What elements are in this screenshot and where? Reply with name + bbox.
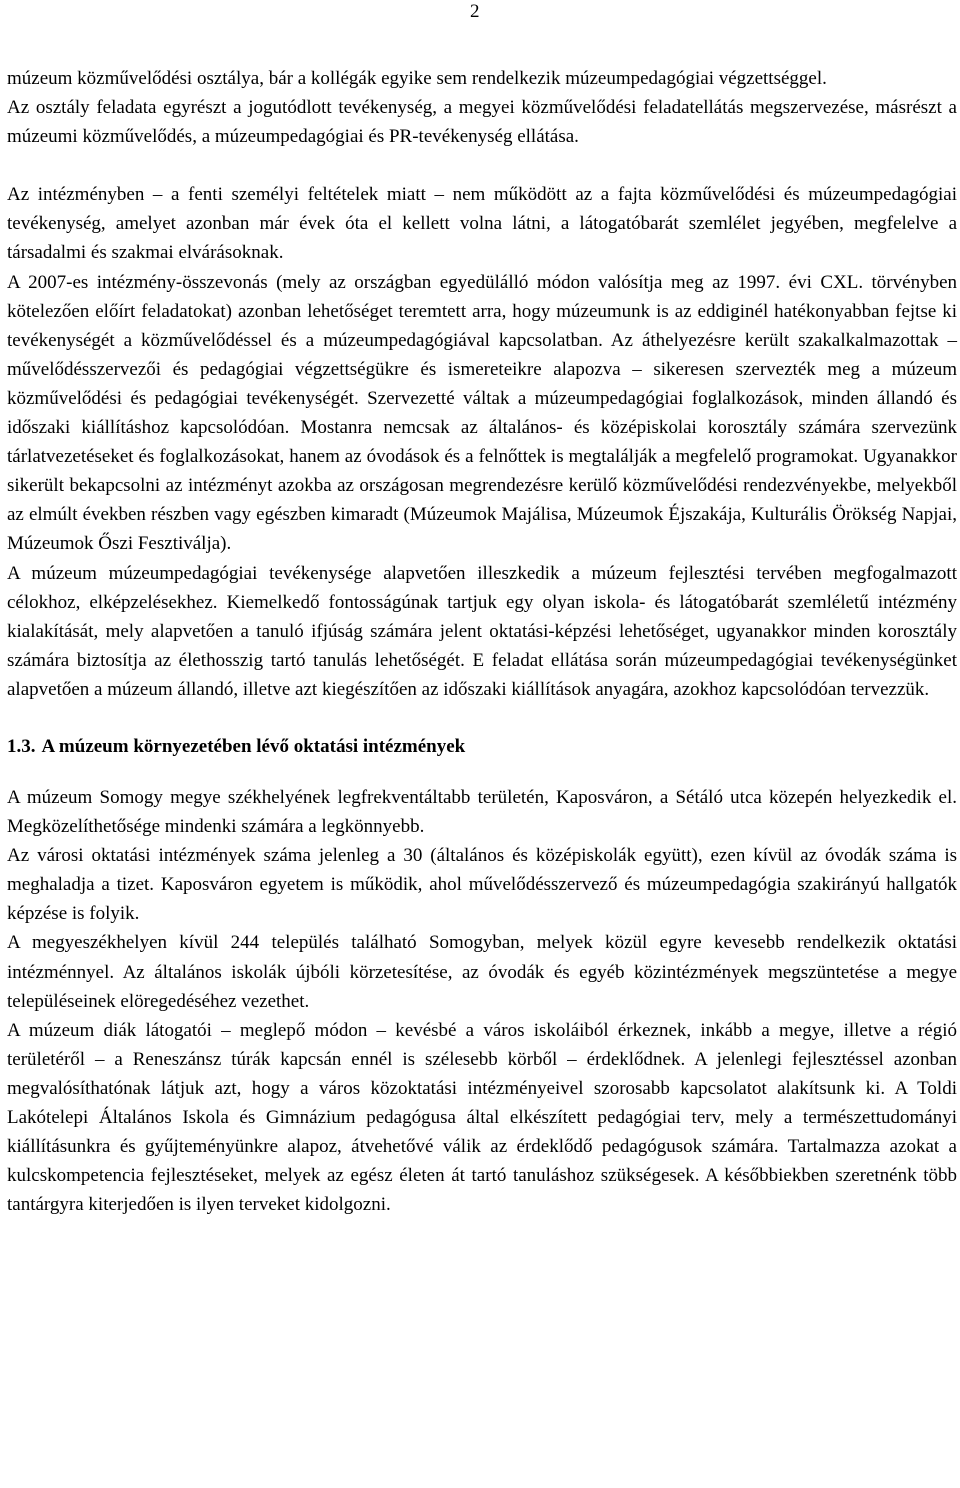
paragraph-osztaly-intro: múzeum közművelődési osztálya, bár a kollégák egyike sem rendelkezik múzeumpedagógiai végzettséggel. bbox=[7, 68, 827, 89]
section-heading bbox=[7, 732, 957, 761]
paragraph-varosi-intezmenyek: Az városi oktatási intézmények száma jelenleg a 30 (általános és középiskolák együtt), ezen kívül az óvodák száma is meghaladja a tizet. Kaposváron egyetem is működik, ahol művelődésszervező és múzeumpedagógia szakirányú hallgatók képzése is folyik. bbox=[7, 845, 957, 925]
paragraph-diak-latogatok: A múzeum diák látogatói – meglepő módon – kevésbé a város iskoláiból érkeznek, inkább a megye, illetve a régió területéről – a Reneszánsz túrák kapcsán ennél is szélesebb körből – érdeklődnek. A jelenlegi fejlesztéssel azonban megvalósíthatónak látjuk azt, hogy a város közoktatási intézményeivel szorosabb kapcsolatot alakítsunk ki. A Toldi Lakótelepi Általános Iskola és Gimnázium pedagógusa által elkészített pedagógiai terv, mely a természettudományi kiállításunkra és gyűjteményünkre alapoz, átvehetővé válik az érdeklődő pedagógusok számára. Tartalmazza azokat a kulcskompetencia fejlesztéseket, melyek az egész életen át tartó tanuláshoz szükségesek. A későbbiekben szeretnénk több tantárgyra kiterjedően is ilyen terveket kidolgozni. bbox=[7, 1019, 957, 1216]
page-number: 2 bbox=[470, 1, 480, 22]
section-title: A múzeum környezetében lévő oktatási intézmények bbox=[41, 735, 466, 757]
paragraph-muzeum-helye: A múzeum Somogy megye székhelyének legfrekventáltabb területén, Kaposváron, a Sétáló utca közepén helyezkedik el. Megközelíthetősége mindenki számára a legkönnyebb. bbox=[7, 786, 957, 838]
section-number: 1.3. bbox=[7, 735, 36, 757]
paragraph-intezmeny-osszevonas: A 2007-es intézmény-összevonás (mely az országban egyedülálló módon valósítja meg az 1997. évi CXL. törvényben kötelezően előírt feladatokat) azonban lehetőséget teremtett arra, hogy múzeumunk is az eddiginél hatékonyabban fejtse ki tevékenységét a közművelődéssel és a múzeumpedagógiával kapcsolatban. Az áthelyezésre került szakalkalmazottak – művelődésszervezői és pedagógiai végzettségükre és ismereteikre alapozva – sikeresen szervezték meg a múzeum közművelődési és pedagógiai tevékenységét. Szervezetté váltak a múzeumpedagógiai foglalkozások, minden állandó és időszaki kiállításhoz kapcsolódóan. Mostanra nemcsak az általános- és középiskolai korosztály számára szervezünk tárlatvezetéseket és foglalkozásokat, hanem az óvodások és a felnőttek is megtalálják a megfelelő programokat. Ugyanakkor sikerült bekapcsolni az intézményt azokba az országosan megrendezésre kerülő közművelődési rendezvényekbe, melyekből az elmúlt években részben vagy egészben kimaradt (Múzeumok Majálisa, Múzeumok Éjszakája, Kulturális Örökség Napjai, Múzeumok Őszi Fesztiválja). bbox=[7, 271, 957, 555]
paragraph-muzeumpedagogiai-tevekenyseg: A múzeum múzeumpedagógiai tevékenysége alapvetően illeszkedik a múzeum fejlesztési tervében megfogalmazott célokhoz, elképzelésekhez. Kiemelkedő fontosságúnak tartjuk egy olyan iskola- és látogatóbarát szemléletű intézmény kialakítását, mely alapvetően a tanuló ifjúság számára jelent oktatási-képzési lehetőséget, ugyanakkor minden korosztály számára biztosítja az élethosszig tartó tanulás lehetőségét. E feladat ellátása során múzeumpedagógiai tevékenységünket alapvetően a múzeum állandó, illetve azt kiegészítően az időszaki kiállítások anyagára, azokhoz kapcsolódóan tervezzük. bbox=[7, 562, 957, 700]
paragraph-megyeszekhelyen-kivul: A megyeszékhelyen kívül 244 település található Somogyban, melyek közül egyre kevesebb rendelkezik oktatási intézménnyel. Az általános iskolák újbóli körzetesítése, az óvodák és egyéb közintézmények megszüntetése a megye településeinek elöregedéséhez vezethet. bbox=[7, 932, 957, 1012]
paragraph-osztaly-feladata: Az osztály feladata egyrészt a jogutódlott tevékenység, a megyei közművelődési feladatellátás megszervezése, másrészt a múzeumi közművelődés, a múzeumpedagógiai és PR-tevékenység ellátása. bbox=[7, 97, 957, 148]
paragraph-intezmenyben: Az intézményben – a fenti személyi feltételek miatt – nem működött az a fajta közművelődési és múzeumpedagógiai tevékenység, amelyet azonban már évek óta el kellett volna látni, a látogatóbarát szemlélet jegyében, megfelelve a társadalmi és szakmai elvárásoknak. bbox=[7, 184, 957, 264]
